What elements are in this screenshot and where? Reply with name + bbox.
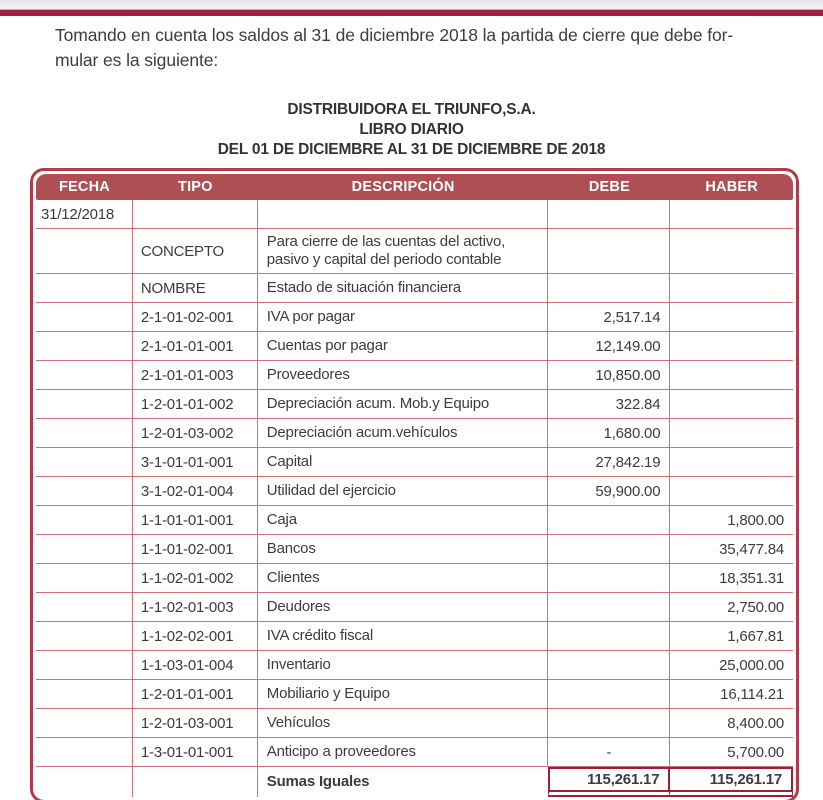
cell-tipo: 1-1-01-02-001 xyxy=(133,535,258,563)
cell-fecha xyxy=(36,767,133,797)
cell-haber: 18,351.31 xyxy=(719,569,784,587)
table-row xyxy=(36,506,793,535)
cell-descripcion: Anticipo a proveedores xyxy=(258,738,549,766)
journal-table-header xyxy=(36,174,793,200)
intro-line-1: Tomando en cuenta los saldos al 31 de diciembre 2018 la partida de cierre que debe for- xyxy=(55,25,734,45)
cell-descripcion: Capital xyxy=(258,448,549,476)
table-row xyxy=(36,274,793,303)
table-row xyxy=(36,709,793,738)
table-row xyxy=(36,419,793,448)
cell-fecha xyxy=(36,738,133,766)
table-row xyxy=(36,622,793,651)
table-row xyxy=(36,361,793,390)
cell-debe: 10,850.00 xyxy=(548,361,670,389)
cell-descripcion: Depreciación acum. Mob.y Equipo xyxy=(258,390,549,418)
cell-tipo: 1-2-01-03-002 xyxy=(133,419,258,447)
cell-descripcion: Utilidad del ejercicio xyxy=(258,477,549,505)
cell-haber: 1,800.00 xyxy=(727,511,784,529)
cell-descripcion: Deudores xyxy=(258,593,549,621)
cell-tipo: 1-3-01-01-001 xyxy=(133,738,258,766)
table-row xyxy=(36,448,793,477)
cell-tipo: CONCEPTO xyxy=(133,229,258,273)
cell-debe xyxy=(548,274,670,302)
cell-debe xyxy=(548,651,670,679)
page-top-edge xyxy=(0,0,823,9)
cell-haber xyxy=(670,477,793,505)
table-row xyxy=(36,593,793,622)
cell-fecha xyxy=(36,303,133,331)
table-row xyxy=(36,738,793,767)
cell-debe: 27,842.19 xyxy=(548,448,670,476)
cell-fecha xyxy=(36,651,133,679)
cell-fecha xyxy=(36,477,133,505)
cell-tipo: NOMBRE xyxy=(133,274,258,302)
company-name: DISTRIBUIDORA EL TRIUNFO,S.A. xyxy=(287,101,536,118)
table-row xyxy=(36,390,793,419)
journal-table xyxy=(30,168,799,800)
cell-fecha xyxy=(36,564,133,592)
cell-haber: 8,400.00 xyxy=(727,714,784,732)
cell-fecha xyxy=(36,709,133,737)
table-row xyxy=(36,303,793,332)
cell-haber: 2,750.00 xyxy=(727,598,784,616)
cell-fecha xyxy=(36,506,133,534)
period-line: DEL 01 DE DICIEMBRE AL 31 DE DICIEMBRE DE 2018 xyxy=(217,141,606,158)
cell-debe xyxy=(548,564,670,592)
cell-tipo: 1-1-02-01-003 xyxy=(133,593,258,621)
table-row xyxy=(36,332,793,361)
cell-descripcion: Estado de situación financiera xyxy=(258,274,549,302)
cell-debe: 115,261.17 xyxy=(548,767,670,797)
cell-tipo: 1-1-02-01-002 xyxy=(133,564,258,592)
cell-tipo: 2-1-01-02-001 xyxy=(133,303,258,331)
cell-debe: 12,149.00 xyxy=(548,332,670,360)
cell-tipo: 2-1-01-01-003 xyxy=(133,361,258,389)
journal-table-body xyxy=(36,200,793,797)
cell-descripcion: Vehículos xyxy=(258,709,549,737)
cell-debe: - xyxy=(548,738,670,766)
intro-line-2: mular es la siguiente: xyxy=(55,50,219,70)
cell-descripcion xyxy=(258,200,549,228)
cell-debe: 59,900.00 xyxy=(548,477,670,505)
cell-descripcion: Cuentas por pagar xyxy=(258,332,549,360)
table-row xyxy=(36,651,793,680)
cell-tipo: 2-1-01-01-001 xyxy=(133,332,258,360)
cell-debe xyxy=(548,506,670,534)
table-row xyxy=(36,564,793,593)
cell-tipo: 3-1-01-01-001 xyxy=(133,448,258,476)
cell-descripcion: Para cierre de las cuentas del activo, pasivo y capital del periodo contable xyxy=(258,229,549,273)
page-divider-bar xyxy=(0,9,823,16)
cell-tipo: 1-2-01-03-001 xyxy=(133,709,258,737)
cell-descripcion: Bancos xyxy=(258,535,549,563)
cell-tipo: 1-1-02-02-001 xyxy=(133,622,258,650)
cell-haber: 35,477.84 xyxy=(719,540,784,558)
cell-haber xyxy=(670,229,793,273)
cell-fecha xyxy=(36,622,133,650)
cell-descripcion: IVA crédito fiscal xyxy=(258,622,549,650)
header-cell-tipo: TIPO xyxy=(178,179,213,195)
cell-haber xyxy=(670,303,793,331)
cell-haber xyxy=(670,332,793,360)
header-cell-debe: DEBE xyxy=(588,179,630,195)
cell-descripcion: Mobiliario y Equipo xyxy=(258,680,549,708)
table-row xyxy=(36,535,793,564)
totals-row xyxy=(36,767,793,797)
cell-descripcion: Sumas Iguales xyxy=(266,773,370,790)
cell-haber: 5,700.00 xyxy=(727,743,784,761)
cell-descripcion: Inventario xyxy=(258,651,549,679)
cell-debe xyxy=(548,709,670,737)
cell-haber xyxy=(670,361,793,389)
document-title-block xyxy=(0,100,823,160)
cell-descripcion: Depreciación acum.vehículos xyxy=(258,419,549,447)
intro-paragraph xyxy=(55,23,797,73)
cell-fecha xyxy=(36,229,133,273)
cell-debe: 322.84 xyxy=(548,390,670,418)
table-row xyxy=(36,229,793,274)
header-cell-haber: HABER xyxy=(705,179,758,195)
cell-tipo: 1-1-03-01-004 xyxy=(133,651,258,679)
cell-haber: 1,667.81 xyxy=(727,627,784,645)
cell-haber xyxy=(670,419,793,447)
header-cell-fecha: FECHA xyxy=(58,179,110,195)
cell-debe xyxy=(548,593,670,621)
cell-fecha xyxy=(36,332,133,360)
table-row xyxy=(36,200,793,229)
cell-haber xyxy=(670,200,793,228)
cell-haber xyxy=(670,274,793,302)
cell-debe xyxy=(548,229,670,273)
cell-haber xyxy=(670,448,793,476)
cell-tipo: 1-2-01-01-002 xyxy=(133,390,258,418)
cell-descripcion: IVA por pagar xyxy=(258,303,549,331)
cell-fecha xyxy=(36,390,133,418)
cell-fecha xyxy=(36,535,133,563)
cell-debe xyxy=(548,200,670,228)
header-cell-desc: DESCRIPCIÓN xyxy=(351,179,455,195)
cell-fecha: 31/12/2018 xyxy=(36,200,133,228)
cell-tipo xyxy=(133,200,258,228)
cell-haber: 25,000.00 xyxy=(719,656,784,674)
cell-fecha xyxy=(36,419,133,447)
cell-haber: 115,261.17 xyxy=(670,767,793,797)
cell-fecha xyxy=(36,448,133,476)
cell-descripcion: Caja xyxy=(258,506,549,534)
cell-fecha xyxy=(36,274,133,302)
cell-haber: 16,114.21 xyxy=(720,685,784,703)
cell-debe: 1,680.00 xyxy=(548,419,670,447)
table-row xyxy=(36,680,793,709)
cell-debe xyxy=(548,680,670,708)
cell-fecha xyxy=(36,361,133,389)
cell-tipo xyxy=(133,767,258,797)
cell-tipo: 1-2-01-01-001 xyxy=(133,680,258,708)
cell-debe: 2,517.14 xyxy=(548,303,670,331)
cell-tipo: 1-1-01-01-001 xyxy=(133,506,258,534)
book-name: LIBRO DIARIO xyxy=(359,121,464,138)
cell-debe xyxy=(548,535,670,563)
cell-descripcion: Clientes xyxy=(258,564,549,592)
cell-debe xyxy=(548,622,670,650)
cell-haber xyxy=(670,390,793,418)
cell-fecha xyxy=(36,593,133,621)
table-row xyxy=(36,477,793,506)
cell-tipo: 3-1-02-01-004 xyxy=(133,477,258,505)
cell-descripcion: Proveedores xyxy=(258,361,549,389)
cell-fecha xyxy=(36,680,133,708)
